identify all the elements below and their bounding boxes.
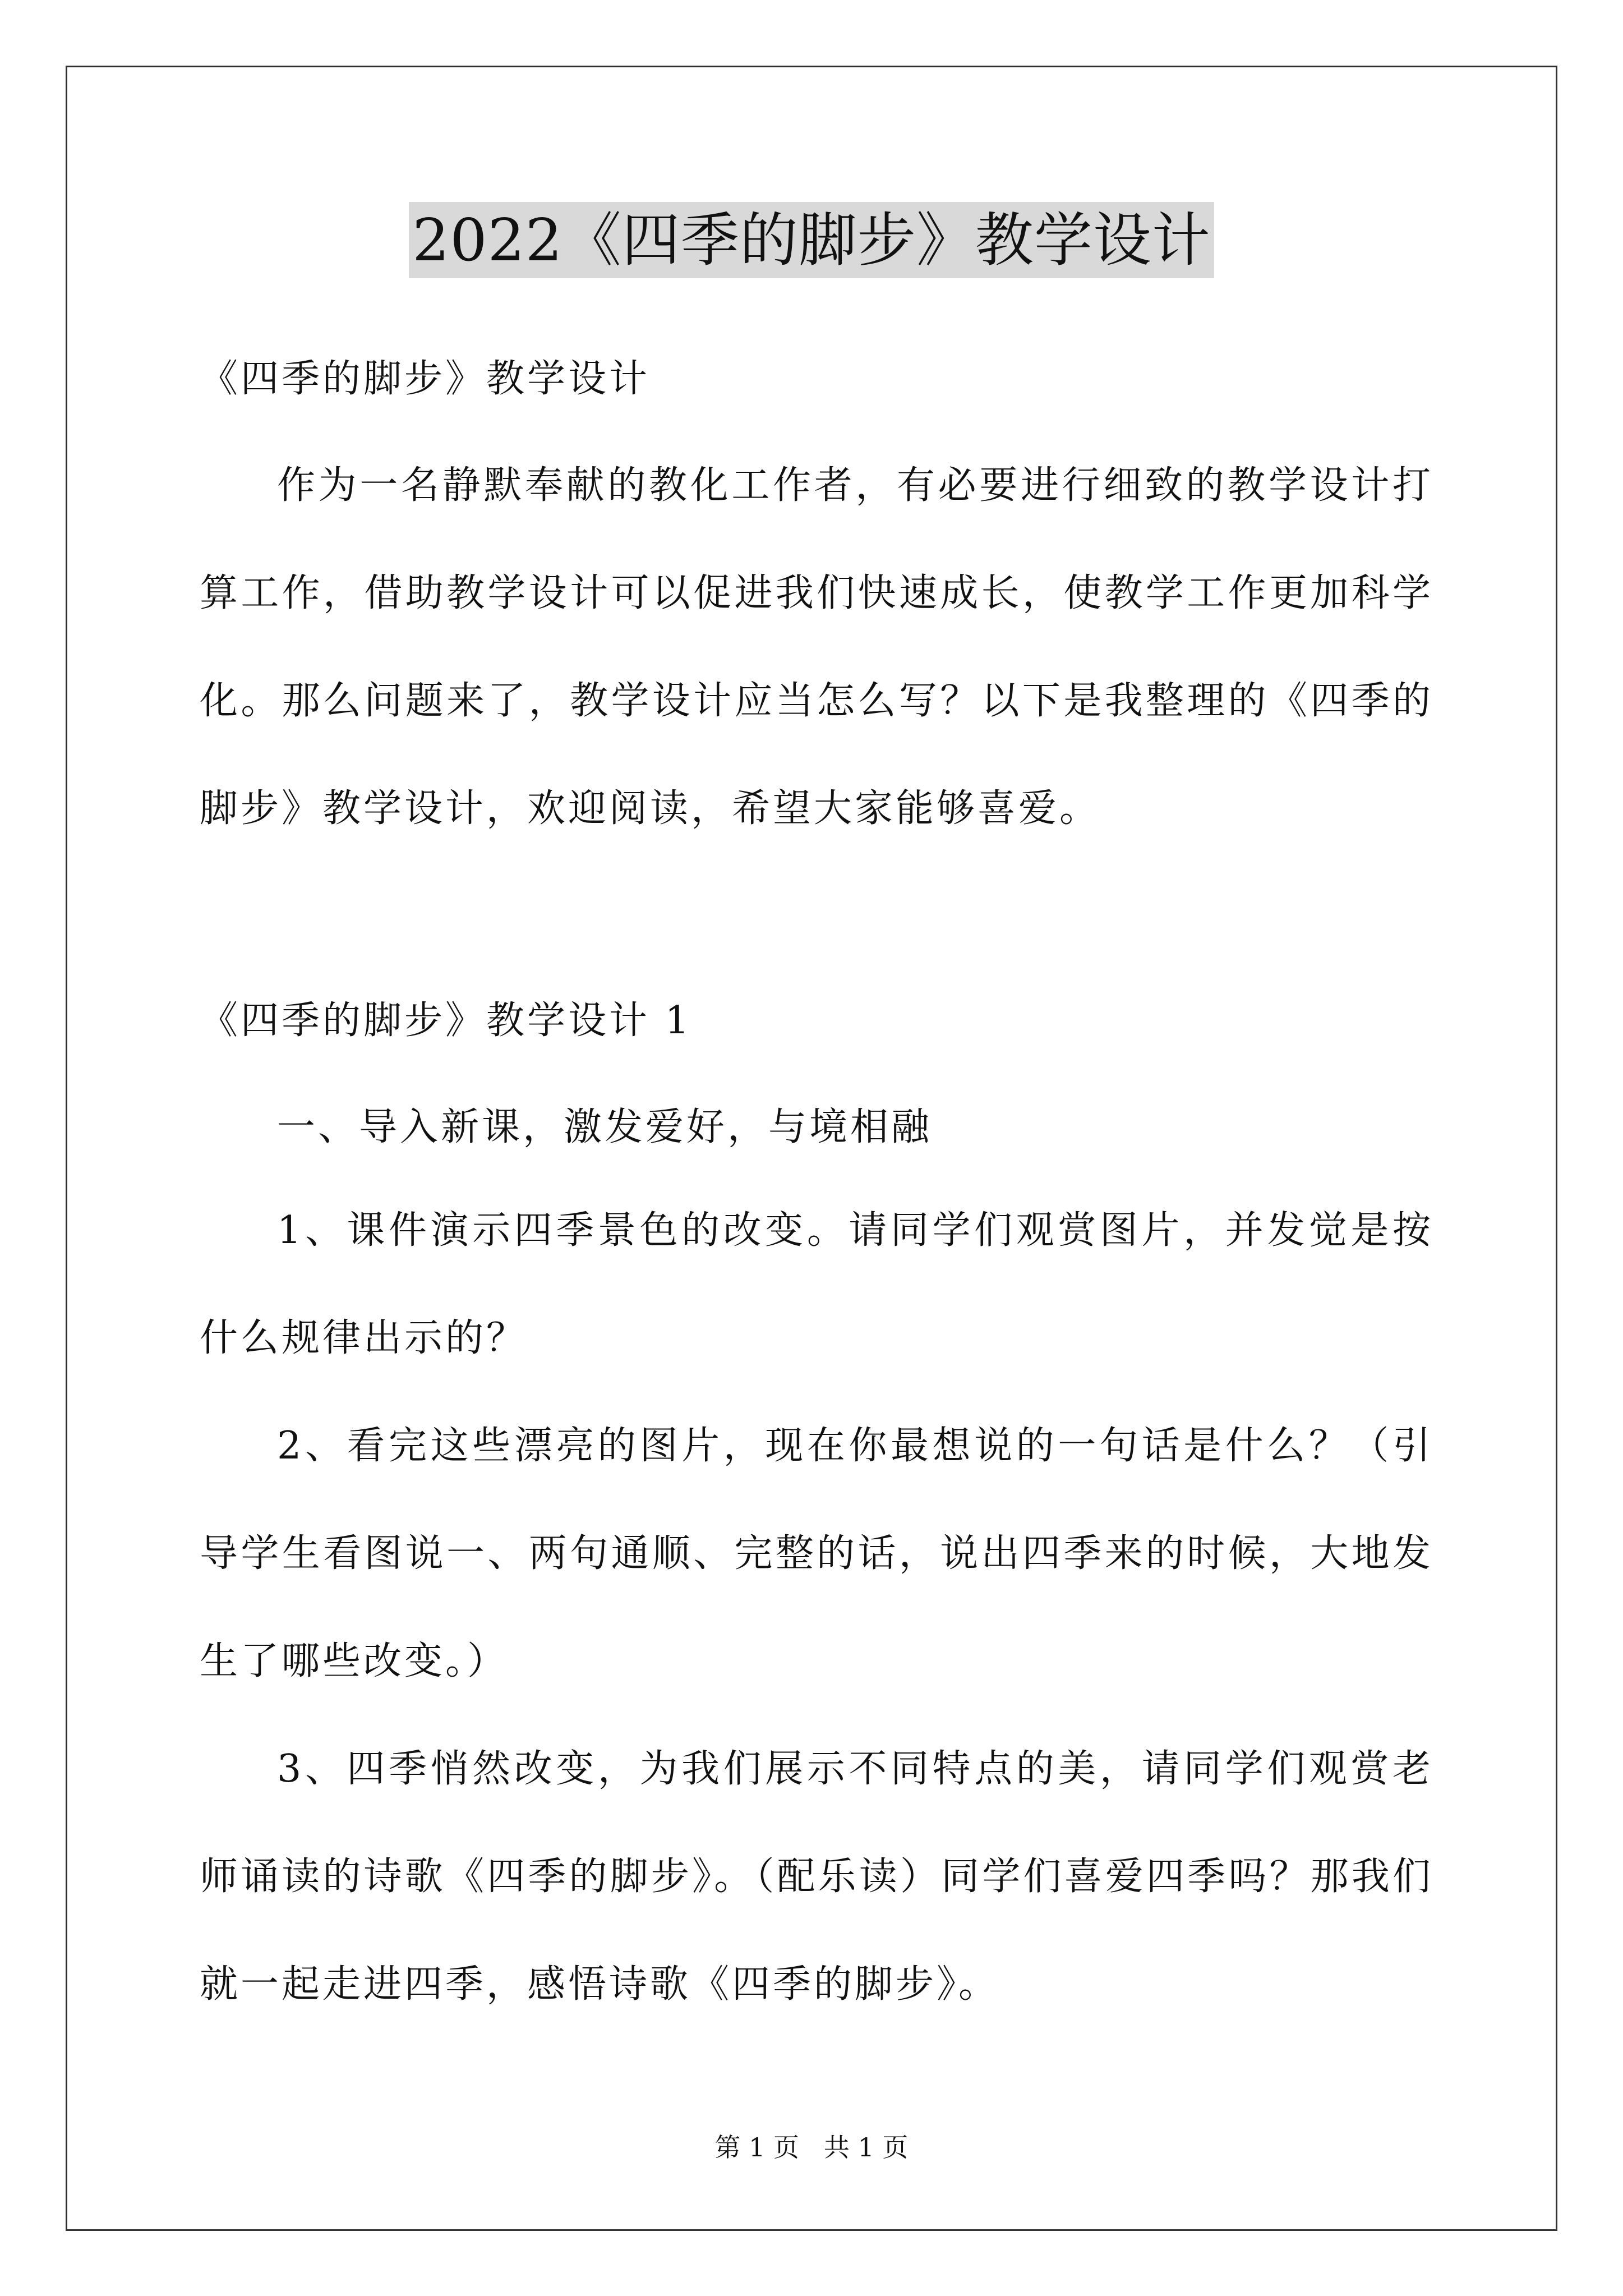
title-container [0, 202, 1623, 278]
list-item-1: 1、课件演示四季景色的改变。请同学们观赏图片，并发觉是按什么规律出示的？ [200, 1208, 1433, 1360]
section-step: 一、导入新课，激发爱好，与境相融 [277, 1105, 933, 1149]
intro-paragraph: 作为一名静默奉献的教化工作者，有必要进行细致的教学设计打算工作，借助教学设计可以促进我们快速成长，使教学工作更加科学化。那么问题来了，教学设计应当怎么写？以下是我整理的《四季的脚步》教学设计，欢迎阅读，希望大家能够喜爱。 [200, 463, 1433, 831]
page-footer: 第 1 页 共 1 页 [714, 2132, 909, 2162]
section-heading: 《四季的脚步》教学设计 1 [200, 999, 692, 1043]
list-item-2: 2、看完这些漂亮的图片，现在你最想说的一句话是什么？（引导学生看图说一、两句通顺、完整的话，说出四季来的时候，大地发生了哪些改变。） [200, 1424, 1433, 1683]
list-item-3: 3、四季悄然改变，为我们展示不同特点的美，请同学们观赏老师诵读的诗歌《四季的脚步》。（配乐读）同学们喜爱四季吗？那我们就一起走进四季，感悟诗歌《四季的脚步》。 [200, 1747, 1433, 2007]
document-subtitle: 《四季的脚步》教学设计 [200, 357, 651, 401]
document-title: 2022《四季的脚步》教学设计 [409, 202, 1214, 278]
